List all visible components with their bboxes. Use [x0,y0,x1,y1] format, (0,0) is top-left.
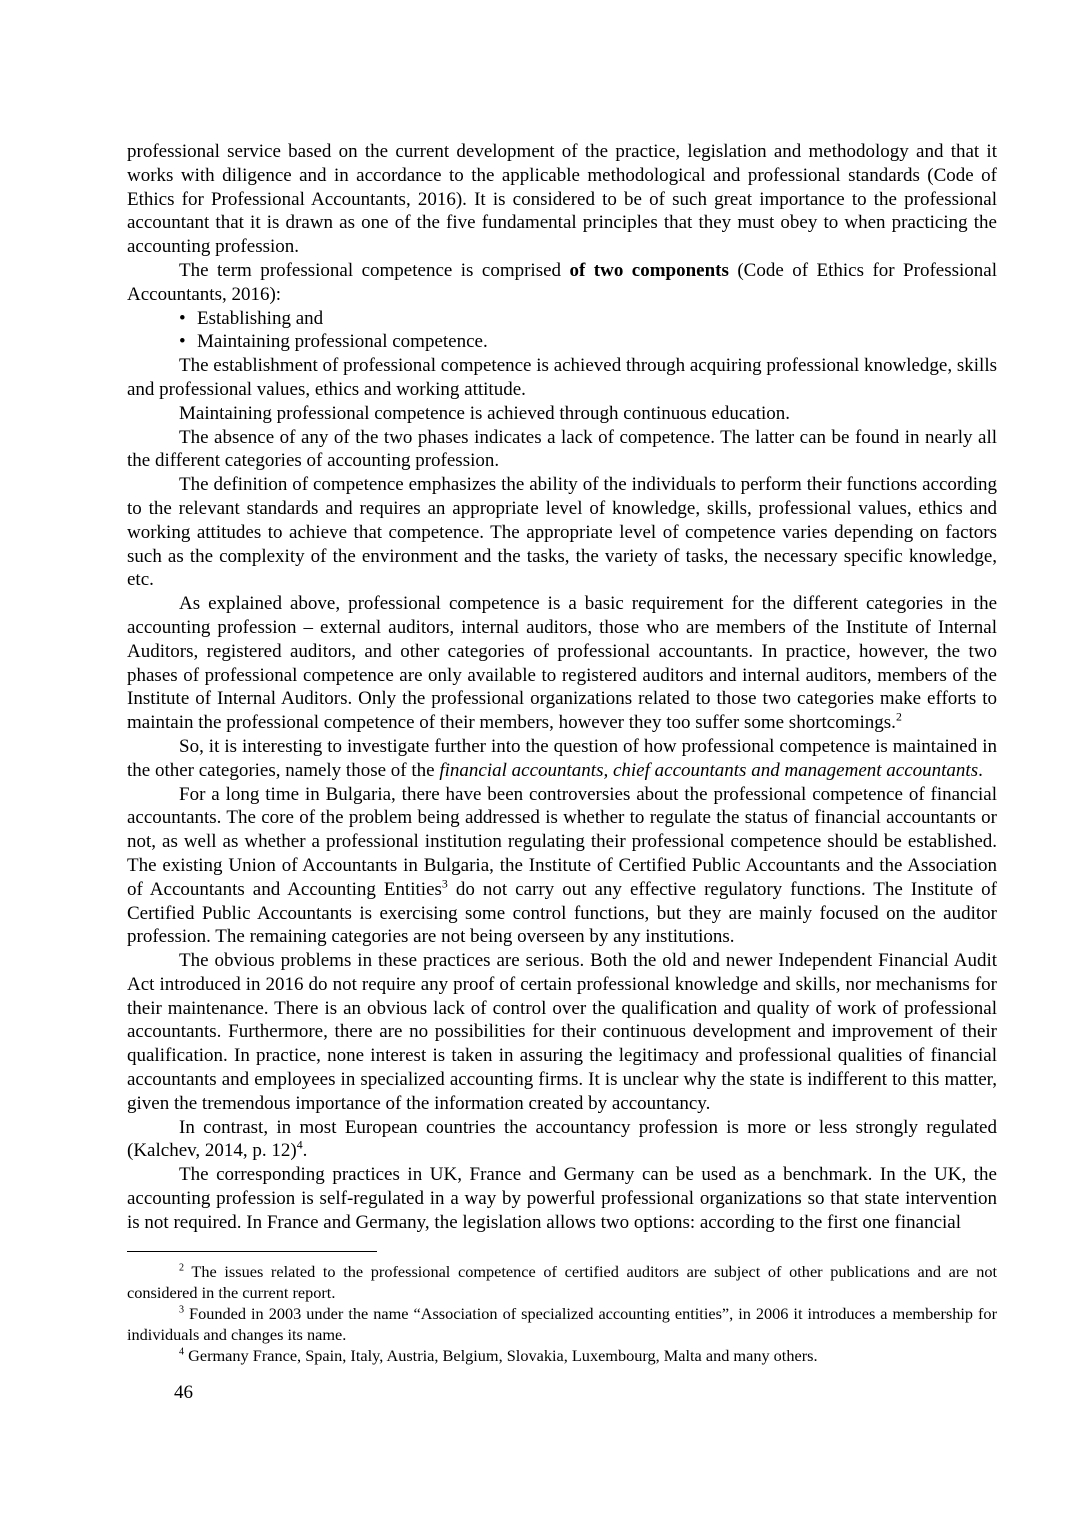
paragraph: The obvious problems in these practices are serious. Both the old and newer Independent Financial Audit Act introduced in 2016 do not require any proof of certain professional knowledge and skills, nor mechanisms for their maintenance. There is an obvious lack of control over the qualification and quality of work of professional accountants. Furthermore, there are no possibilities for their continuous development and improvement of their qualification. In practice, none interest is taken in assuring the legitimacy and professional qualities of financial accountants and employees in specialized accounting firms. It is unclear why the state is indifferent to this matter, given the tremendous importance of the information created by accountancy. [127,950,997,1114]
paragraph: professional service based on the current development of the practice, legislation and methodology and that it works with diligence and in accordance to the applicable methodological and professional standards (Code of Ethics for Professional Accountants, 2016). It is considered to be of such great importance to the professional accountant that it is drawn as one of the five fundamental principles that they must obey to when practicing the accounting profession. [127,141,997,258]
paragraph: The absence of any of the two phases indicates a lack of competence. The latter can be found in nearly all the different categories of accounting profession. [127,426,997,472]
document-body [127,140,997,1235]
paragraph: The corresponding practices in UK, France and Germany can be used as a benchmark. In the UK, the accounting profession is self-regulated in a way by powerful professional organizations so that state intervention is not required. In France and Germany, the legislation allows two options: according to the first one financial [127,1164,997,1233]
page-content [127,140,997,1404]
text-segment: financial accountants, chief accountants and management accountants [439,759,979,781]
bullet-icon: • [179,307,186,329]
paragraph: The term professional competence is comprised of two components (Code of Ethics for Professional Accountants, 2016): [127,259,997,305]
footnote: $^3$ Founded in 2003 under the name “Association of specialized accounting entities”, in 2006 it introduces a membership for individuals and changes its name. [127,1303,997,1344]
paragraph: The definition of competence emphasizes the ability of the individuals to perform their functions according to the relevant standards and requires an appropriate level of knowledge, skills, professional values, ethics and working attitudes to achieve that competence. The appropriate level of competence varies depending on factors such as the complexity of the environment and the tasks, the variety of tasks, the necessary specific knowledge, etc. [127,474,997,591]
text-segment: of two components [569,259,729,281]
footnote-marker: 2 [895,710,902,724]
bullet-icon: • [179,331,186,353]
footnote-marker: 4 [179,1346,185,1358]
paragraph: So, it is interesting to investigate further into the question of how professional competence is maintained in the other categories, namely those of the financial accountants, chief accountants and management accountants. [127,735,997,781]
footnote-marker: 2 [179,1262,185,1274]
paragraph: Maintaining professional competence is achieved through continuous education. [179,402,790,424]
footnote-marker: 3 [179,1304,185,1316]
page-number: 46 [174,1381,193,1403]
footnotes [127,1261,997,1366]
footnote-marker: 4 [296,1139,303,1153]
paragraph: The establishment of professional competence is achieved through acquiring professional knowledge, skills and professional values, ethics and working attitude. [127,355,997,400]
footnote-marker: 3 [441,877,448,891]
paragraph: In contrast, in most European countries the accountancy profession is more or less strongly regulated (Kalchev, 2014, p. 12)$^4$. [127,1116,997,1162]
bullet-item: • Maintaining professional competence. [179,331,488,353]
bullet-item: • Establishing and [179,307,324,329]
footnote: $^4$ Germany France, Spain, Italy, Austria, Belgium, Slovakia, Luxembourg, Malta and many others. [179,1345,818,1365]
paragraph: As explained above, professional competence is a basic requirement for the different categories in the accounting profession – external auditors, internal auditors, those who are members of the Institute of Internal Auditors, registered auditors, and other categories of professional accountants. In practice, however, the two phases of professional competence are only available to registered auditors and internal auditors, members of the Institute of Internal Auditors. Only the professional organizations related to those two categories make efforts to maintain the professional competence of their members, however they too suffer some shortcomings.$^2$ [127,593,997,734]
footnote-divider [127,1251,377,1252]
footnote: $^2$ The issues related to the professional competence of certified auditors are subject of other publications and are not considered in the current report. [127,1261,997,1302]
paragraph: For a long time in Bulgaria, there have been controversies about the professional competence of financial accountants. The core of the problem being addressed is whether to regulate the status of financial accountants or not, as well as whether a professional institution regulating their professional competence should be established. The existing Union of Accountants in Bulgaria, the Institute of Certified Public Accountants and the Association of Accountants and Accounting Entities$^3$ do not carry out any effective regulatory functions. The Institute of Certified Public Accountants is exercising some control functions, but they are mainly focused on the auditor profession. The remaining categories are not being overseen by any institutions. [127,783,997,948]
footnote-area [127,1251,997,1366]
